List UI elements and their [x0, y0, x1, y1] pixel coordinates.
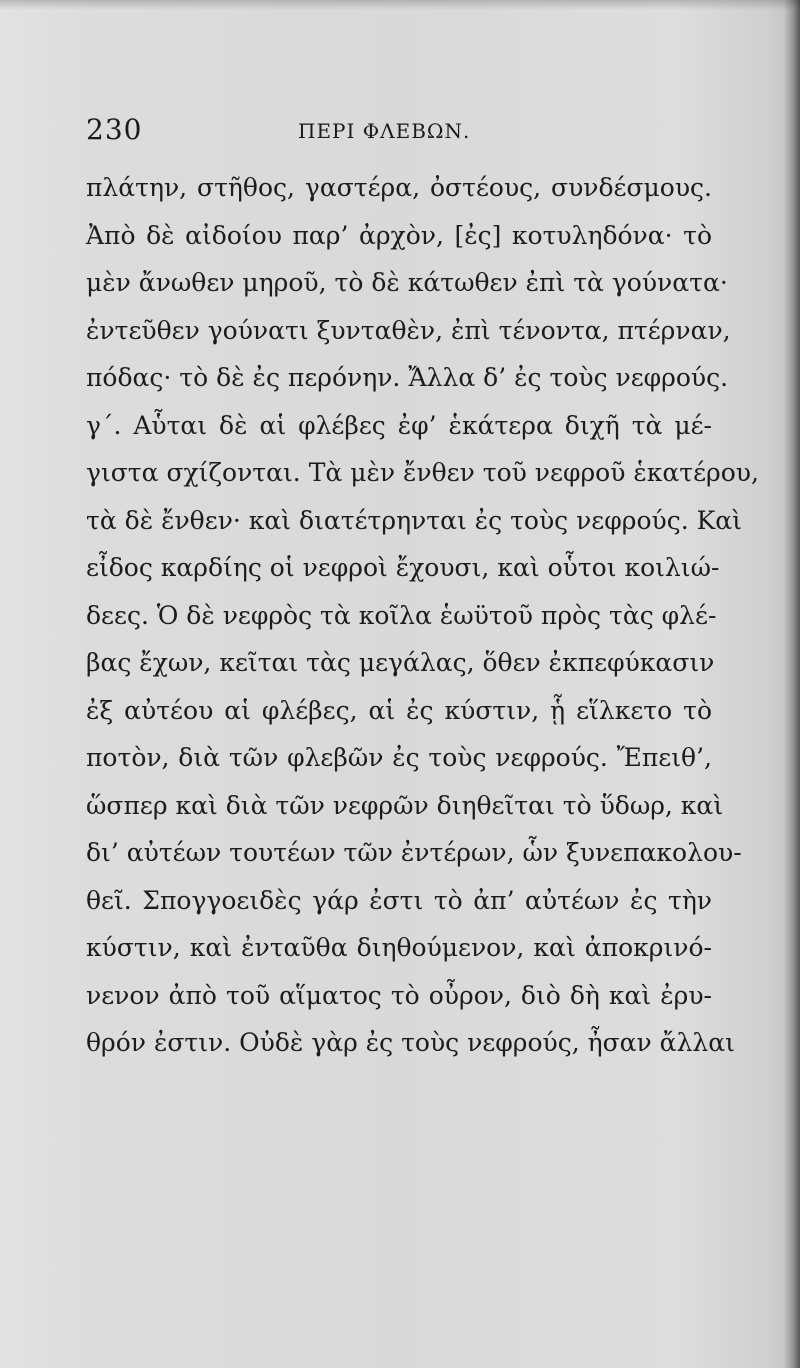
running-title: ΠΕΡΙ ΦΛΕΒΩΝ. [298, 119, 471, 143]
text-line: κύστιν, καὶ ἐνταῦθα διηθούμενον, καὶ ἀποκρινό- [86, 933, 712, 962]
text-line: ἐξ αὐτέου αἱ φλέβες, αἱ ἐς κύστιν, ᾗ εἵλκετο τὸ [86, 695, 712, 725]
text-line: δι’ αὐτέων τουτέων τῶν ἐντέρων, ὧν ξυνεπακολου- [86, 838, 742, 867]
text-line: εἶδος καρδίης οἱ νεφροὶ ἔχουσι, καὶ οὗτοι κοιλιώ- [86, 553, 720, 582]
text-line: μὲν ἄνωθεν μηροῦ, τὸ δὲ κάτωθεν ἐπὶ τὰ γούνατα· [86, 268, 728, 297]
text-line: νενον ἀπὸ τοῦ αἵματος τὸ οὖρον, διὸ δὴ καὶ ἐρυ- [86, 980, 712, 1010]
text-line: πλάτην, στῆθος, γαστέρα, ὀστέους, συνδέσμους. [86, 173, 712, 202]
page-number: 230 [86, 113, 143, 146]
body-text [86, 164, 759, 1067]
text-line: τὰ δὲ ἔνθεν· καὶ διατέτρηνται ἐς τοὺς νεφρούς. Καὶ [86, 505, 742, 535]
page-binding-shadow [784, 0, 800, 1368]
text-line: ἐντεῦθεν γούνατι ξυνταθὲν, ἐπὶ τένοντα, πτέρναν, [86, 315, 731, 345]
page-top-shadow [0, 0, 800, 10]
text-line: βας ἔχων, κεῖται τὰς μεγάλας, ὅθεν ἐκπεφύκασιν [86, 648, 715, 677]
text-line: ὥσπερ καὶ διὰ τῶν νεφρῶν διηθεῖται τὸ ὕδωρ, καὶ [86, 790, 724, 820]
running-head [86, 110, 696, 150]
text-line: θεῖ. Σπογγοειδὲς γάρ ἐστι τὸ ἀπ’ αὐτέων ἐς τὴν [86, 885, 712, 915]
text-line: γ΄. Αὗται δὲ αἱ φλέβες ἐφ’ ἑκάτερα διχῆ τὰ μέ- [86, 410, 712, 440]
text-line: Ἀπὸ δὲ αἰδοίου παρ’ ἀρχὸν, [ἐς] κοτυληδόνα· τὸ [86, 220, 712, 250]
text-line: θρόν ἐστιν. Οὐδὲ γὰρ ἐς τοὺς νεφρούς, ἦσαν ἄλλαι [86, 1028, 735, 1057]
text-line: ποτὸν, διὰ τῶν φλεβῶν ἐς τοὺς νεφρούς. Ἔπειθ’, [86, 743, 712, 772]
text-line: πόδας· τὸ δὲ ἐς περόνην. Ἄλλα δ’ ἐς τοὺς νεφρούς. [86, 363, 729, 392]
text-line: γιστα σχίζονται. Τὰ μὲν ἔνθεν τοῦ νεφροῦ ἑκατέρου, [86, 458, 759, 487]
text-line: δεες. Ὁ δὲ νεφρὸς τὰ κοῖλα ἑωϋτοῦ πρὸς τὰς φλέ- [86, 600, 717, 630]
